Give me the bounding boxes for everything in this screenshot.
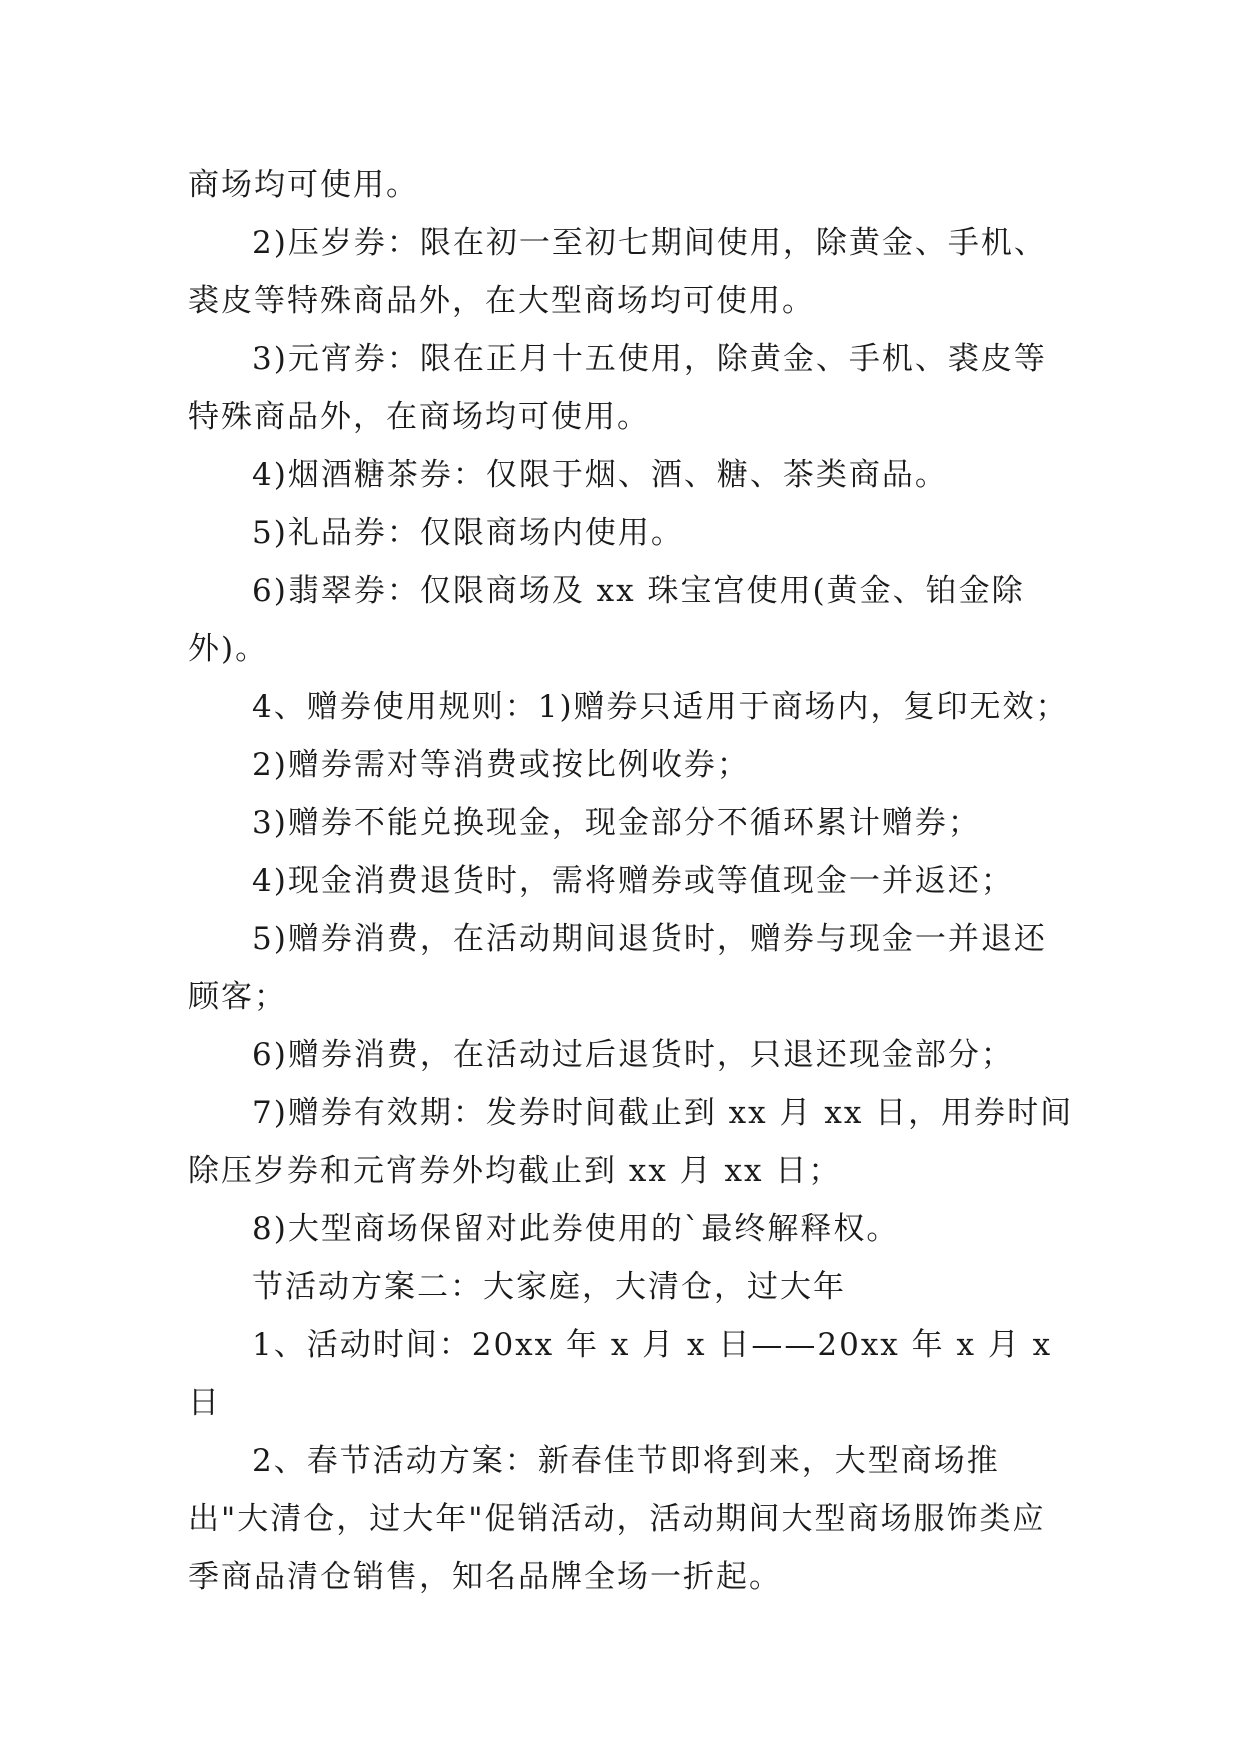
paragraph-10: 4)现金消费退货时，需将赠券或等值现金一并返还； bbox=[252, 863, 1014, 899]
paragraph-9: 3)赠券不能兑换现金，现金部分不循环累计赠券； bbox=[252, 805, 981, 841]
paragraph-7: 4、赠券使用规则：1)赠券只适用于商场内，复印无效； bbox=[252, 689, 1069, 725]
paragraph-3: 3)元宵券：限在正月十五使用，除黄金、手机、裘皮等特殊商品外，在商场均可使用。 bbox=[188, 341, 1047, 435]
paragraph-4: 4)烟酒糖茶券：仅限于烟、酒、糖、茶类商品。 bbox=[252, 457, 948, 493]
paragraph-2: 2)压岁券：限在初一至初七期间使用，除黄金、手机、裘皮等特殊商品外，在大型商场均可使用。 bbox=[188, 225, 1047, 319]
paragraph-13: 7)赠券有效期：发券时间截止到 xx 月 xx 日，用券时间除压岁券和元宵券外均截止到 xx 月 xx 日； bbox=[188, 1095, 1074, 1189]
paragraph-11: 5)赠券消费，在活动期间退货时，赠券与现金一并退还顾客； bbox=[188, 921, 1047, 1015]
paragraph-17: 2、春节活动方案：新春佳节即将到来，大型商场推出"大清仓，过大年"促销活动，活动期间大型商场服饰类应季商品清仓销售，知名品牌全场一折起。 bbox=[188, 1443, 1046, 1595]
paragraph-8: 2)赠券需对等消费或按比例收券； bbox=[252, 747, 750, 783]
document-body bbox=[188, 156, 1078, 1606]
section-heading: 节活动方案二：大家庭，大清仓，过大年 bbox=[252, 1269, 846, 1305]
paragraph-12: 6)赠券消费，在活动过后退货时，只退还现金部分； bbox=[252, 1037, 1014, 1073]
paragraph-16: 1、活动时间：20xx 年 x 月 x 日——20xx 年 x 月 x 日 bbox=[188, 1327, 1053, 1421]
paragraph-1: 商场均可使用。 bbox=[188, 167, 419, 203]
paragraph-5: 5)礼品券：仅限商场内使用。 bbox=[252, 515, 684, 551]
paragraph-6: 6)翡翠券：仅限商场及 xx 珠宝宫使用(黄金、铂金除外)。 bbox=[188, 573, 1025, 667]
paragraph-14: 8)大型商场保留对此券使用的`最终解释权。 bbox=[252, 1211, 900, 1247]
